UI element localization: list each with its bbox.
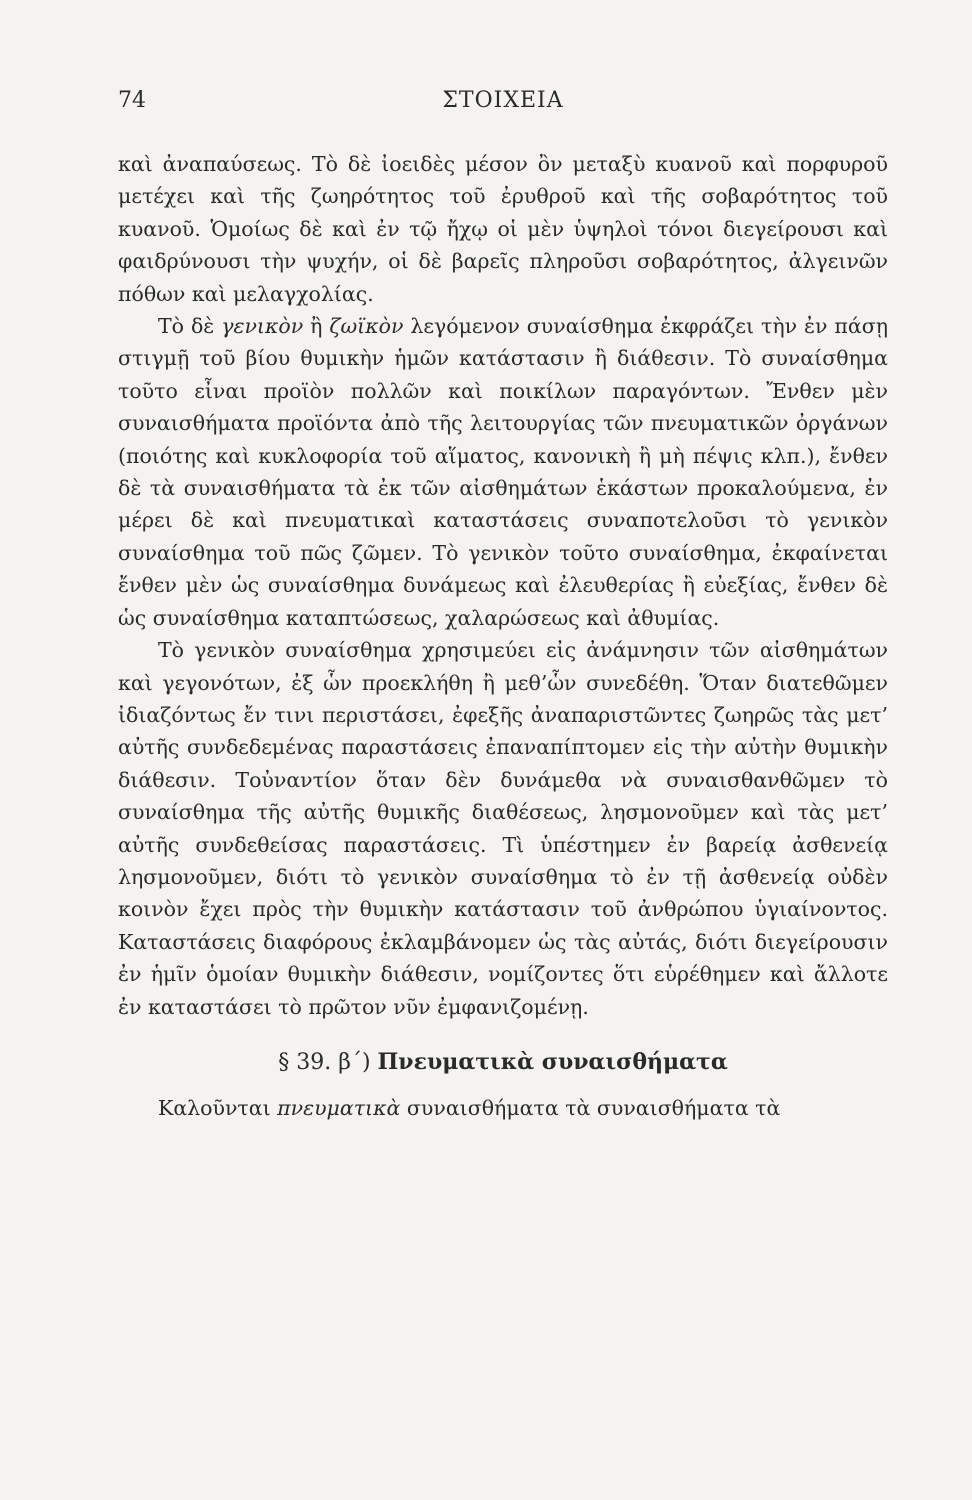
section-number: § 39. β΄): [278, 1049, 371, 1075]
term-genikon: γενικὸν: [221, 314, 304, 339]
paragraph-3: Τὸ γενικὸν συναίσθημα χρησιμεύει εἰς ἀνάμνησιν τῶν αἰσθημάτων καὶ γεγονότων, ἐξ ὧν προεκλήθη ἢ μεθ’ὧν συνεδέθη. Ὅταν διατεθῶμεν ἰδιαζόντως ἔν τινι περιστάσει, ἐφεξῆς ἀναπαριστῶντες ζωηρῶς τὰς μετ’ αὐτῆς συνδεδεμένας παραστάσεις ἐπαναπίπτομεν εἰς τὴν αὐτὴν θυμικὴν διάθεσιν. Τοὐναντίον ὅταν δὲν δυνάμεθα νὰ συναισθανθῶμεν τὸ συναίσθημα τῆς αὐτῆς θυμικῆς διαθέσεως, λησμονοῦμεν καὶ τὰς μετ’ αὐτῆς συνδεθείσας παραστάσεις. Τὶ ὑπέστημεν ἐν βαρείᾳ ἀσθενείᾳ λησμονοῦμεν, διότι τὸ γενικὸν συναίσθημα τὸ ἐν τῇ ἀσθενείᾳ οὐδὲν κοινὸν ἔχει πρὸς τὴν θυμικὴν κατάστασιν τοῦ ἀνθρώπου ὑγιαίνοντος. Καταστάσεις διαφόρους ἐκλαμβάνομεν ὡς τὰς αὐτάς, διότι διεγείρουσιν ἐν ἡμῖν ὁμοίαν θυμικὴν διάθεσιν, νομίζοντες ὅτι εὑρέθημεν καὶ ἄλλοτε ἐν καταστάσει τὸ πρῶτον νῦν ἐμφανιζομένῃ.: [118, 638, 888, 1019]
paragraph-4: [118, 1092, 888, 1124]
term-pneumatika: πνευματικὰ: [277, 1095, 401, 1120]
para4-start: Καλοῦνται: [158, 1095, 278, 1120]
page-number: 74: [118, 88, 146, 113]
section-heading: [118, 1041, 888, 1084]
para2-or: ἢ: [303, 314, 330, 339]
paragraph-2: [118, 310, 888, 634]
running-title: ΣΤΟΙΧΕΙΑ: [442, 88, 564, 113]
para2-rest: λεγόμενον συναίσθημα ἐκφράζει τὴν ἐν πάσῃ στιγμῇ τοῦ βίου θυμικὴν ἡμῶν κατάστασιν ἢ διάθεσιν. Τὸ συναίσθημα τοῦτο εἶναι προϊὸν πολλῶν καὶ ποικίλων παραγόντων. Ἔνθεν μὲν συναισθήματα προϊόντα ἀπὸ τῆς λειτουργίας τῶν πνευματικῶν ὀργάνων (ποιότης καὶ κυκλοφορία τοῦ αἵματος, κανονικὴ ἢ μὴ πέψις κλπ.), ἔνθεν δὲ τὰ συναισθήματα τὰ ἐκ τῶν αἰσθημάτων ἑκάστων προκαλούμενα, ἐν μέρει δὲ καὶ πνευματικαὶ καταστάσεις συναποτελοῦσι τὸ γενικὸν συναίσθημα τοῦ πῶς ζῶμεν. Τὸ γενικὸν τοῦτο συναίσθημα, ἐκφαίνεται ἔνθεν μὲν ὡς συναίσθημα δυνάμεως καὶ ἐλευθερίας ἢ εὐεξίας, ἔνθεν δὲ ὡς συναίσθημα καταπτώσεως, χαλαρώσεως καὶ ἀθυμίας.: [118, 314, 888, 630]
para2-start: Τὸ δὲ: [158, 314, 222, 339]
section-title: Πνευματικὰ συναισθήματα: [377, 1048, 728, 1075]
page-body: [118, 148, 888, 1124]
term-zoikon: ζωϊκὸν: [329, 314, 404, 339]
para4-rest: συναισθήματα τὰ συναισθήματα τὰ: [400, 1095, 781, 1120]
page-header: [118, 88, 888, 118]
paragraph-1: καὶ ἀναπαύσεως. Τὸ δὲ ἰοειδὲς μέσον ὂν μεταξὺ κυανοῦ καὶ πορφυροῦ μετέχει καὶ τῆς ζωηρότητος τοῦ ἐρυθροῦ καὶ τῆς σοβαρότητος τοῦ κυανοῦ. Ὁμοίως δὲ καὶ ἐν τῷ ἤχῳ οἱ μὲν ὑψηλοὶ τόνοι διεγείρουσι καὶ φαιδρύνουσι τὴν ψυχήν, οἱ δὲ βαρεῖς πληροῦσι σοβαρότητος, ἀλγεινῶν πόθων καὶ μελαγχολίας.: [118, 152, 888, 306]
